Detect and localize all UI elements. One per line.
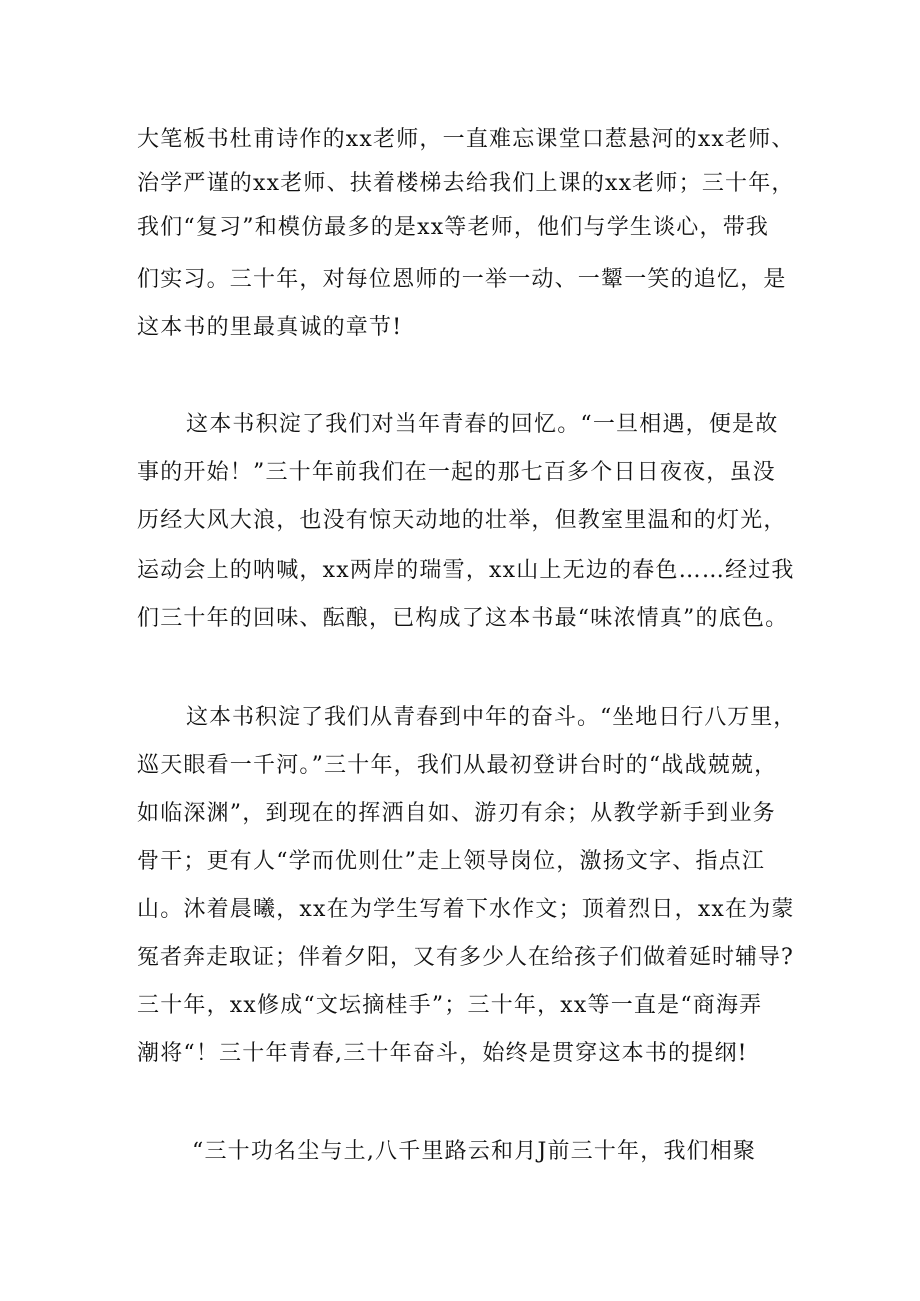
paragraph-1-line-4: 们实习。三十年，对每位恩师的一举一动、一颦一笑的追忆，是 <box>137 267 787 292</box>
paragraph-2-line-3: 历经大风大浪，也没有惊天动地的壮举，但教室里温和的灯光， <box>137 508 787 533</box>
paragraph-3-line-7: 三十年，xx修成“文坛摘桂手”；三十年，xx等一直是“商海弄 <box>137 993 763 1018</box>
paragraph-1-line-1: 大笔板书杜甫诗作的xx老师，一直难忘课堂口惹悬河的xx老师、 <box>137 127 795 152</box>
paragraph-1-line-2: 治学严谨的xx老师、扶着楼梯去给我们上课的xx老师；三十年， <box>137 171 795 196</box>
paragraph-2-line-1: 这本书积淀了我们对当年青春的回忆。“一旦相遇，便是故 <box>186 412 779 437</box>
paragraph-3-line-6: 冤者奔走取证；伴着夕阳，又有多少人在给孩子们做着延时辅导? <box>137 945 794 970</box>
paragraph-4-line-1: “三十功名尘与土,八千里路云和月J前三十年，我们相聚 <box>192 1139 757 1164</box>
paragraph-1-line-5: 这本书的里最真诚的章节! <box>137 315 403 340</box>
paragraph-3-line-8: 潮将“！三十年青春,三十年奋斗，始终是贯穿这本书的提纲! <box>137 1041 748 1066</box>
paragraph-3-line-5: 山。沐着晨曦，xx在为学生写着下水作文；顶着烈日，xx在为蒙 <box>137 897 795 922</box>
paragraph-2-line-2: 事的开始！”三十年前我们在一起的那七百多个日日夜夜，虽没 <box>137 460 776 485</box>
paragraph-3-line-2: 巡天眼看一千河。”三十年，我们从最初登讲台时的“战战兢兢， <box>137 753 778 778</box>
paragraph-3-line-4: 骨干；更有人“学而优则仕”走上领导岗位，激扬文字、指点江 <box>137 849 766 874</box>
paragraph-3-line-3: 如临深渊”，到现在的挥洒自如、游刃有余；从教学新手到业务 <box>137 801 776 826</box>
paragraph-1-line-3: 我们“复习”和模仿最多的是xx等老师，他们与学生谈心，带我 <box>137 215 770 240</box>
paragraph-2-line-5: 们三十年的回味、酝酿，已构成了这本书最“味浓情真”的底色。 <box>137 606 789 631</box>
paragraph-3-line-1: 这本书积淀了我们从青春到中年的奋斗。“坐地日行八万里， <box>186 705 797 730</box>
paragraph-2-line-4: 运动会上的呐喊，xx两岸的瑞雪，xx山上无边的春色……经过我 <box>137 558 795 583</box>
